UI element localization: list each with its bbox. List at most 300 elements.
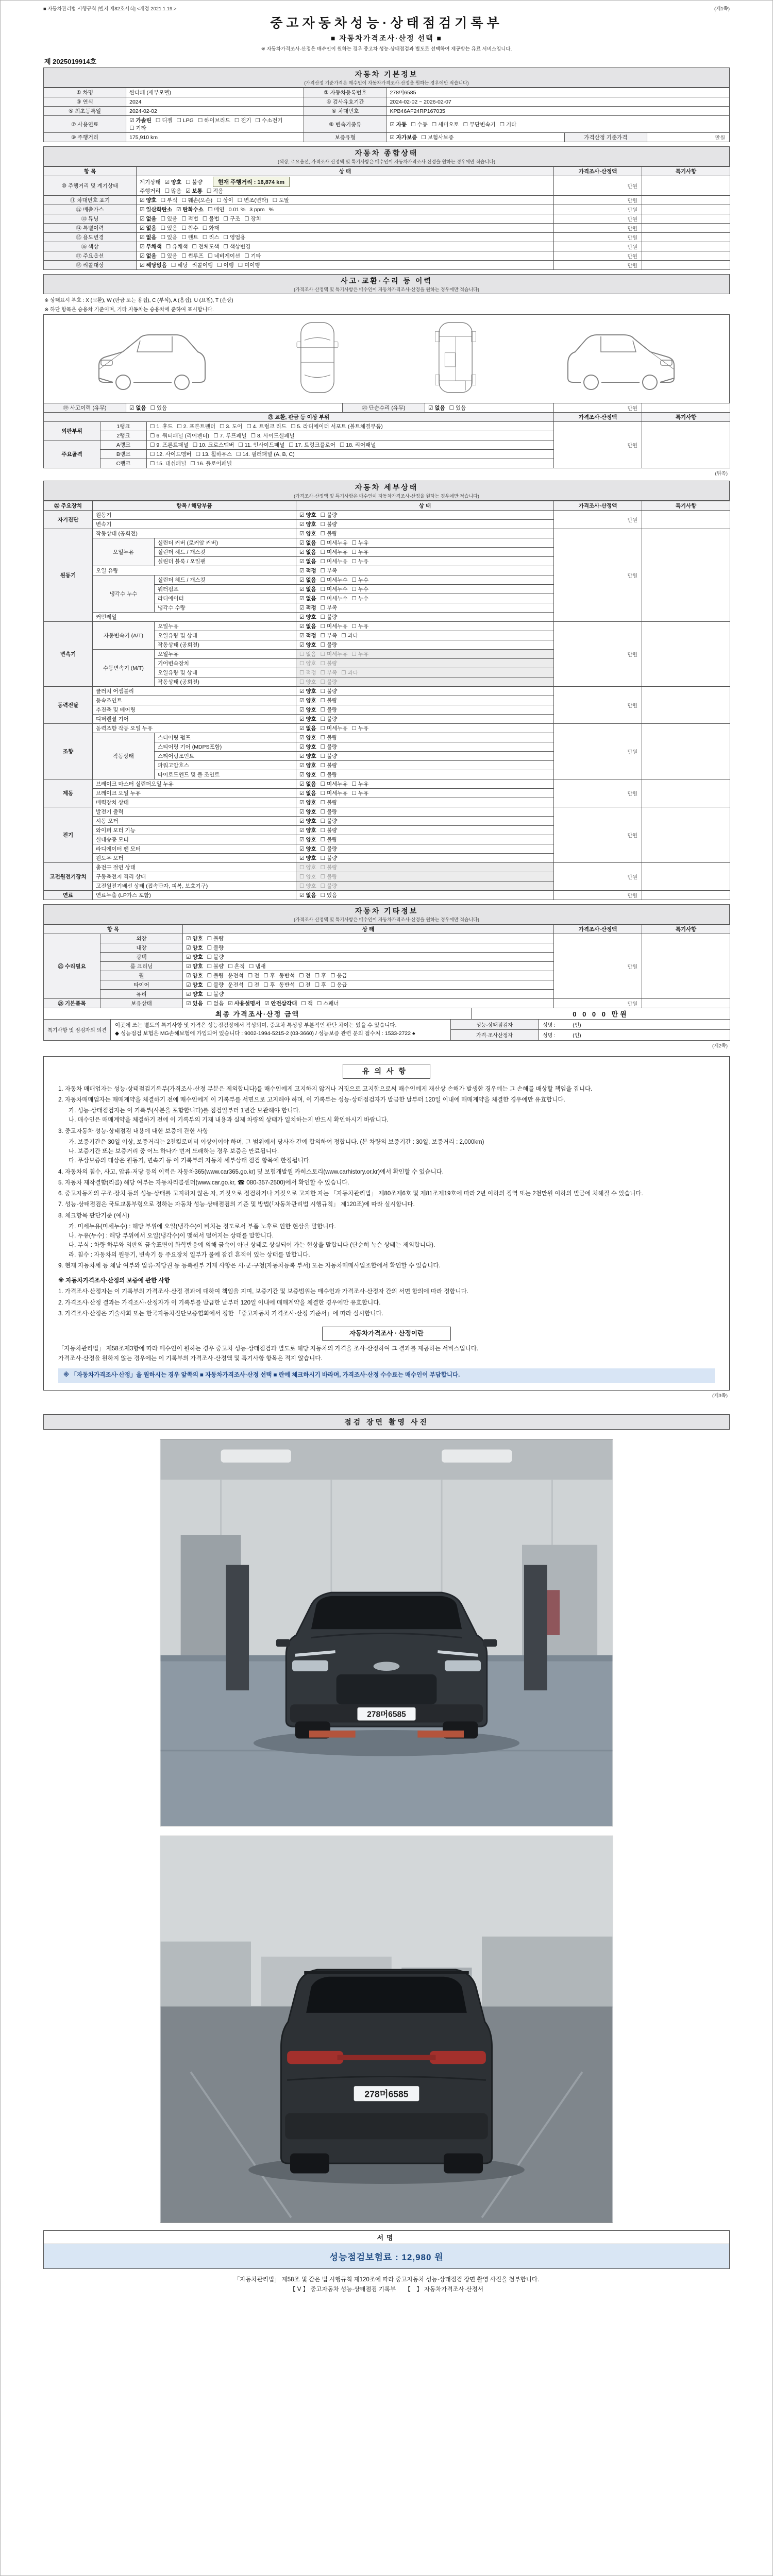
- document-number: 제 2025019914호: [44, 58, 97, 65]
- checkbox-unchecked[interactable]: ☐ 디젤: [155, 117, 173, 124]
- item-part: 작동상태 (공회전): [155, 640, 296, 650]
- group-price: 만원: [554, 863, 642, 891]
- checkbox-unchecked[interactable]: ☐ 미세누유: [320, 540, 348, 546]
- notice-item: 8. 체크항목 판단기준 (예시): [58, 1212, 129, 1219]
- checkbox-unchecked[interactable]: ☐ 16. 플로어패널: [190, 461, 232, 467]
- checkbox-checked[interactable]: ☑ 양호: [299, 688, 316, 694]
- checkbox-checked[interactable]: ☑ 양호: [299, 512, 316, 518]
- device-group: 동력전달: [44, 687, 93, 724]
- item-subgroup: 작동상태: [93, 733, 155, 779]
- checkbox-unchecked[interactable]: ☐ 스패너: [316, 1001, 339, 1007]
- checkbox-unchecked[interactable]: ☐ 누수: [351, 586, 369, 592]
- fuel-label: ⑦ 사용연료: [44, 116, 126, 133]
- checkbox-unchecked[interactable]: ☐ 양호: [299, 865, 316, 871]
- year-label: ③ 연식: [44, 97, 126, 107]
- row-price: 만원: [554, 205, 642, 214]
- checkbox-unchecked[interactable]: ☐ 불량: [320, 800, 338, 806]
- checkbox-unchecked[interactable]: ☐ 불량: [207, 963, 224, 970]
- item-part: 스티어링 기어 (MDPS포함): [155, 742, 296, 752]
- checkbox-unchecked[interactable]: ☐ 매연: [207, 207, 225, 213]
- row-status: [137, 251, 554, 261]
- checkbox-checked[interactable]: ☑ 없음: [129, 405, 146, 411]
- checkbox-unchecked[interactable]: ☐ 전: [247, 982, 260, 988]
- inspector-opinion-table: [43, 1019, 730, 1041]
- item-status: [296, 724, 554, 733]
- checkbox-unchecked[interactable]: ☐ 보험사보증: [421, 134, 454, 141]
- checkbox-unchecked[interactable]: ☐ 무단변속기: [463, 121, 496, 128]
- checkbox-unchecked[interactable]: ☐ 17. 트렁크플로어: [289, 442, 335, 448]
- item-status: [296, 575, 554, 585]
- checkbox-unchecked[interactable]: ☐ 불량: [320, 614, 338, 620]
- checkbox-checked[interactable]: ☑ 적정: [299, 568, 316, 574]
- checkbox-checked[interactable]: ☑ 없음: [299, 549, 316, 555]
- checkbox-unchecked[interactable]: ☐ 이행: [217, 262, 234, 268]
- panel-items: [147, 422, 554, 431]
- checkbox-checked[interactable]: ☑ 양호: [299, 846, 316, 852]
- checkbox-unchecked[interactable]: ☐ 불량: [186, 179, 203, 185]
- checkbox-checked[interactable]: ☑ 사용설명서: [228, 1001, 261, 1007]
- checkbox-unchecked[interactable]: ☐ 불량: [320, 744, 338, 750]
- notice-item: 5. 자동차 제작결함(리콜) 해당 여부는 자동차리콜센터(www.car.go.kr, ☎ 080-357-2500)에서 확인할 수 있습니다.: [58, 1179, 349, 1186]
- checkbox-checked[interactable]: ☑ 없음: [299, 540, 316, 546]
- checkbox-checked[interactable]: ☑ 양호: [299, 762, 316, 769]
- checkbox-unchecked[interactable]: ☐ 15. 대쉬패널: [150, 461, 187, 467]
- checkbox-unchecked[interactable]: ☐ 불량: [207, 982, 224, 988]
- checkbox-unchecked[interactable]: ☐ 불량: [207, 945, 224, 951]
- item-part: 스티어링조인트: [155, 752, 296, 761]
- checkbox-unchecked[interactable]: ☐ 부식: [160, 197, 178, 204]
- checkbox-unchecked[interactable]: ☐ 있음: [160, 234, 178, 241]
- checkbox-checked[interactable]: ☑ 일산화탄소: [140, 207, 173, 213]
- checkbox-unchecked[interactable]: ☐ 5. 라디에이터 서포트 (볼트체결부품): [290, 423, 383, 430]
- section-basic-title: 자동차 기본정보: [355, 70, 418, 78]
- checkbox-checked[interactable]: ☑ 양호: [299, 827, 316, 834]
- checkbox-checked[interactable]: ☑ 양호: [299, 707, 316, 713]
- misc-status: [183, 990, 554, 999]
- checkbox-unchecked[interactable]: ☐ 불량: [320, 531, 338, 537]
- row-price: 만원: [554, 176, 642, 196]
- checkbox-checked[interactable]: ☑ 양호: [299, 800, 316, 806]
- checkbox-unchecked[interactable]: ☐ 해당: [171, 262, 188, 268]
- checkbox-unchecked[interactable]: ☐ 수소전기: [255, 117, 283, 124]
- accident-summary-table: [43, 403, 730, 413]
- checkbox-checked[interactable]: ☑ 보통: [186, 188, 203, 194]
- detail-header-price: 가격조사·산정액: [554, 501, 642, 511]
- checkbox-unchecked[interactable]: ☐ 전기: [234, 117, 251, 124]
- checkbox-unchecked[interactable]: ☐ 변조(변타): [237, 197, 268, 204]
- checkbox-checked[interactable]: ☑ 적정: [299, 633, 316, 639]
- first-registration-label: ⑤ 최초등록일: [44, 107, 126, 116]
- checkbox-unchecked[interactable]: ☐ 불량: [320, 837, 338, 843]
- checkbox-unchecked[interactable]: ☐ 1. 후드: [150, 423, 173, 430]
- checkbox-checked[interactable]: ☑ 양호: [299, 735, 316, 741]
- checkbox-unchecked[interactable]: ☐ 흔적: [228, 963, 245, 970]
- checkbox-checked[interactable]: ☑ 없음: [140, 253, 157, 259]
- price-base-value: 만원: [647, 133, 729, 142]
- checkbox-unchecked[interactable]: ☐ 불량: [320, 818, 338, 824]
- checkbox-unchecked[interactable]: ☐ 미세누유: [320, 549, 348, 555]
- checkbox-unchecked[interactable]: ☐ 불량: [207, 973, 224, 979]
- car-diagram-underside-icon: [422, 319, 489, 399]
- detail-condition-table: [43, 501, 730, 900]
- item-status: [296, 677, 554, 687]
- checkbox-unchecked[interactable]: ☐ 불량: [320, 762, 338, 769]
- checkbox-unchecked[interactable]: ☐ 불량: [320, 865, 338, 871]
- checkbox-unchecked[interactable]: ☐ 기타: [244, 253, 261, 259]
- price-appraisal-highlight: ※ 「자동차가격조사·산정」을 원하시는 경우 앞쪽의 ■ 자동차가격조사·산정 선택 ■ 란에 체크하시기 바라며, 가격조사·산정 수수료는 매수인이 부담합니다.: [58, 1368, 715, 1382]
- panel-note-header: 특기사항: [642, 413, 730, 422]
- group-note: [642, 891, 730, 900]
- checkbox-unchecked[interactable]: ☐ 적정: [299, 670, 316, 676]
- notice-title: 유의사항: [343, 1064, 430, 1079]
- table-header-row: [44, 413, 730, 422]
- checkbox-unchecked[interactable]: ☐ 미세누유: [320, 651, 348, 657]
- checkbox-checked[interactable]: ☑ 양호: [140, 197, 157, 204]
- checkbox-checked[interactable]: ☑ 없음: [299, 558, 316, 565]
- checkbox-unchecked[interactable]: ☐ 불량: [320, 707, 338, 713]
- checkbox-checked[interactable]: ☑ 없음: [299, 577, 316, 583]
- checkbox-unchecked[interactable]: ☐ 불량: [207, 936, 224, 942]
- checkbox-checked[interactable]: ☑ 안전삼각대: [264, 1001, 297, 1007]
- checkbox-unchecked[interactable]: ☐ 없음: [207, 1001, 224, 1007]
- checkbox-checked[interactable]: ☑ 없음: [299, 725, 316, 732]
- checkbox-unchecked[interactable]: ☐ 냄새: [248, 963, 266, 970]
- checkbox-checked[interactable]: ☑ 양호: [299, 531, 316, 537]
- checkbox-checked[interactable]: ☑ 양호: [186, 954, 203, 960]
- checkbox-unchecked[interactable]: ☐ 전: [299, 973, 311, 979]
- checkbox-checked[interactable]: ☑ 자가보증: [390, 134, 417, 141]
- checkbox-unchecked[interactable]: ☐ 후: [314, 973, 327, 979]
- final-price-label: 최종 가격조사·산정 금액: [44, 1008, 472, 1020]
- group-note: [642, 807, 730, 863]
- checkbox-unchecked[interactable]: ☐ 부족: [320, 568, 338, 574]
- item-part: 오일누유: [155, 622, 296, 631]
- checkbox-unchecked[interactable]: ☐ 썬루프: [181, 253, 204, 259]
- overall-row: [44, 224, 730, 233]
- item-status: [296, 529, 554, 538]
- checkbox-unchecked[interactable]: ☐ 있음: [160, 253, 178, 259]
- checkbox-unchecked[interactable]: ☐ 10. 크로스멤버: [192, 442, 234, 448]
- checkbox-unchecked[interactable]: ☐ 응급: [330, 982, 347, 988]
- checkbox-unchecked[interactable]: ☐ 누수: [351, 577, 369, 583]
- item-subgroup: 수동변속기 (M/T): [93, 650, 155, 687]
- checkbox-unchecked[interactable]: ☐ 불량: [320, 846, 338, 852]
- checkbox-unchecked[interactable]: ☐ 적법: [181, 216, 198, 222]
- checkbox-unchecked[interactable]: ☐ 누유: [351, 558, 369, 565]
- section-accident-note: (가격조사·산정액 및 특기사항은 매수인이 자동차가격조사·산정을 원하는 경우에만 적습니다): [294, 287, 479, 292]
- misc-status: [183, 980, 554, 990]
- checkbox-unchecked[interactable]: ☐ 세미오토: [431, 121, 459, 128]
- checkbox-unchecked[interactable]: ☐ 미이행: [238, 262, 260, 268]
- checkbox-unchecked[interactable]: ☐ 전: [299, 982, 311, 988]
- item-status: [296, 891, 554, 900]
- misc-status: [183, 934, 554, 943]
- checkbox-unchecked[interactable]: ☐ 후: [263, 982, 275, 988]
- checkbox-checked[interactable]: ☑ 자동: [390, 121, 407, 128]
- row-status: [137, 214, 554, 224]
- panel-rank: 1랭크: [100, 422, 147, 431]
- footer: [43, 2275, 730, 2295]
- highlight-value: 현재 주행거리 : 16,874 km: [213, 177, 290, 187]
- overall-header-price: 가격조사·산정액: [554, 167, 642, 176]
- mileage-value: 175,910 km: [126, 133, 304, 142]
- checkbox-unchecked[interactable]: ☐ 누유: [351, 549, 369, 555]
- table-row: [44, 403, 730, 413]
- checkbox-unchecked[interactable]: ☐ 있음: [449, 405, 466, 411]
- item-status: [296, 640, 554, 650]
- item-part: 워터펌프: [155, 585, 296, 594]
- checkbox-checked[interactable]: ☑ 양호: [186, 945, 203, 951]
- group-price: 만원: [554, 687, 642, 724]
- checkbox-unchecked[interactable]: ☐ 영업용: [223, 234, 246, 241]
- device-group: 자기진단: [44, 511, 93, 529]
- checkbox-unchecked[interactable]: ☐ 색상변경: [223, 244, 251, 250]
- row-price: 만원: [554, 196, 642, 205]
- checkbox-unchecked[interactable]: ☐ 불량: [320, 679, 338, 685]
- checkbox-unchecked[interactable]: ☐ 부족: [320, 670, 338, 676]
- inline-label: 0.01 %: [228, 207, 246, 213]
- item-status: [296, 687, 554, 696]
- checkbox-unchecked[interactable]: ☐ 후: [314, 982, 327, 988]
- checkbox-unchecked[interactable]: ☐ 불량: [320, 716, 338, 722]
- checkbox-unchecked[interactable]: ☐ 전: [247, 973, 260, 979]
- checkbox-checked[interactable]: ☑ 양호: [299, 716, 316, 722]
- checkbox-checked[interactable]: ☑ 양호: [299, 642, 316, 648]
- inspection-photo-rear: [160, 1836, 613, 2223]
- group-note: [642, 529, 730, 622]
- accident-note: [642, 403, 730, 413]
- checkbox-checked[interactable]: ☑ 양호: [186, 963, 203, 970]
- checkbox-unchecked[interactable]: ☐ 불량: [207, 991, 224, 997]
- checkbox-unchecked[interactable]: ☐ 미세누수: [320, 577, 348, 583]
- checkbox-unchecked[interactable]: ☐ 불량: [320, 772, 338, 778]
- checkbox-checked[interactable]: ☑ 없음: [140, 225, 157, 231]
- checkbox-unchecked[interactable]: ☐ 누유: [351, 540, 369, 546]
- section-misc-info: [43, 904, 730, 1049]
- checkbox-unchecked[interactable]: ☐ 3. 도어: [220, 423, 243, 430]
- checkbox-unchecked[interactable]: ☐ 불량: [320, 688, 338, 694]
- checkbox-unchecked[interactable]: ☐ 불량: [320, 660, 338, 667]
- checkbox-unchecked[interactable]: ☐ 과다: [341, 670, 358, 676]
- section-basic-header: [43, 67, 730, 88]
- checkbox-unchecked[interactable]: ☐ 적음: [206, 188, 224, 194]
- checkbox-unchecked[interactable]: ☐ 14. 필러패널 (A, B, C): [236, 451, 295, 457]
- item-part: 등속조인트: [93, 696, 296, 705]
- accident-price: 만원: [554, 403, 642, 413]
- checkbox-unchecked[interactable]: ☐ 불량: [207, 954, 224, 960]
- checkbox-checked[interactable]: ☑ 적정: [299, 605, 316, 611]
- checkbox-unchecked[interactable]: ☐ 미세누유: [320, 725, 348, 732]
- checkbox-unchecked[interactable]: ☐ 훼손(오손): [181, 197, 213, 204]
- checkbox-unchecked[interactable]: ☐ 응급: [330, 973, 347, 979]
- checkbox-checked[interactable]: ☑ 양호: [299, 855, 316, 861]
- checkbox-unchecked[interactable]: ☐ 양호: [299, 883, 316, 889]
- checkbox-unchecked[interactable]: ☐ 2. 프론트펜더: [177, 423, 216, 430]
- row-price: 만원: [554, 214, 642, 224]
- checkbox-unchecked[interactable]: ☐ 과다: [341, 633, 358, 639]
- checkbox-unchecked[interactable]: ☐ 있음: [160, 225, 178, 231]
- checkbox-checked[interactable]: ☑ 해당없음: [140, 262, 167, 268]
- checkbox-unchecked[interactable]: ☐ 리스: [202, 234, 220, 241]
- checkbox-unchecked[interactable]: ☐ 미세누유: [320, 781, 348, 787]
- checkbox-unchecked[interactable]: ☐ LPG: [176, 117, 194, 124]
- checkbox-unchecked[interactable]: ☐ 불량: [320, 874, 338, 880]
- checkbox-unchecked[interactable]: ☐ 많음: [164, 188, 182, 194]
- checkbox-unchecked[interactable]: ☐ 9. 프론트패널: [150, 442, 189, 448]
- checkbox-unchecked[interactable]: ☐ 불량: [320, 735, 338, 741]
- group-note: [642, 622, 730, 687]
- checkbox-unchecked[interactable]: ☐ 불량: [320, 698, 338, 704]
- checkbox-unchecked[interactable]: ☐ 구조: [223, 216, 241, 222]
- notice-item: 7. 성능·상태점검은 국토교통부령으로 정하는 자동차 성능·상태점검의 기준 및 방법(「자동차관리법 시행규칙」 제120조)에 따라 실시합니다.: [58, 1201, 415, 1208]
- checkbox-unchecked[interactable]: ☐ 있음: [150, 405, 167, 411]
- car-diagram-rear-icon: [560, 319, 683, 399]
- checkbox-unchecked[interactable]: ☐ 누수: [351, 596, 369, 602]
- checkbox-unchecked[interactable]: ☐ 수동: [411, 121, 428, 128]
- checkbox-unchecked[interactable]: ☐ 미세누수: [320, 596, 348, 602]
- checkbox-unchecked[interactable]: ☐ 잭: [301, 1001, 313, 1007]
- checkbox-unchecked[interactable]: ☐ 8. 사이드실패널: [250, 433, 295, 439]
- checkbox-checked[interactable]: ☑ 양호: [186, 973, 203, 979]
- checkbox-checked[interactable]: ☑ 없음: [299, 781, 316, 787]
- checkbox-checked[interactable]: ☑ 양호: [299, 698, 316, 704]
- checkbox-unchecked[interactable]: ☐ 양호: [299, 679, 316, 685]
- checkbox-unchecked[interactable]: ☐ 불량: [320, 883, 338, 889]
- item-status: [296, 538, 554, 548]
- checkbox-checked[interactable]: ☑ 양호: [186, 991, 203, 997]
- accident-history-options: [126, 403, 343, 413]
- checkbox-checked[interactable]: ☑ 양호: [299, 753, 316, 759]
- checkbox-unchecked[interactable]: ☐ 유채색: [165, 244, 188, 250]
- row-status: [137, 261, 554, 270]
- checkbox-unchecked[interactable]: ☐ 침수: [181, 225, 198, 231]
- checkbox-unchecked[interactable]: ☐ 미세누수: [320, 586, 348, 592]
- checkbox-unchecked[interactable]: ☐ 도말: [272, 197, 290, 204]
- checkbox-unchecked[interactable]: ☐ 누유: [351, 623, 369, 630]
- checkbox-checked[interactable]: ☑ 양호: [186, 982, 203, 988]
- checkbox-unchecked[interactable]: ☐ 전체도색: [192, 244, 220, 250]
- misc-status: [183, 962, 554, 971]
- checkbox-checked[interactable]: ☑ 양호: [299, 521, 316, 528]
- panel-items: [147, 459, 554, 468]
- checkbox-unchecked[interactable]: ☐ 기타: [499, 121, 517, 128]
- checkbox-unchecked[interactable]: ☐ 7. 루프패널: [213, 433, 247, 439]
- misc-part: 광택: [100, 953, 183, 962]
- checkbox-unchecked[interactable]: ☐ 기타: [129, 125, 146, 131]
- checkbox-unchecked[interactable]: ☐ 부족: [320, 605, 338, 611]
- detail-row: [44, 863, 730, 872]
- checkbox-unchecked[interactable]: ☐ 11. 인사이드패널: [238, 442, 285, 448]
- section-misc-title: 자동차 기타정보: [355, 907, 418, 915]
- notice-item: 3. 가격조사·산정은 기술사회 또는 한국자동차진단보증협회에서 정한 「중고자동차 가격조사·산정 기준서」에 따라 실시합니다.: [58, 1310, 383, 1317]
- checkbox-unchecked[interactable]: ☐ 누유: [351, 781, 369, 787]
- item-part: 윈도우 모터: [93, 854, 296, 863]
- checkbox-unchecked[interactable]: ☐ 양호: [299, 660, 316, 667]
- checkbox-checked[interactable]: ☑ 없음: [428, 405, 445, 411]
- checkbox-unchecked[interactable]: ☐ 없음: [299, 651, 316, 657]
- checkbox-unchecked[interactable]: ☐ 있음: [160, 216, 178, 222]
- checkbox-unchecked[interactable]: ☐ 12. 사이드멤버: [150, 451, 192, 457]
- checkbox-unchecked[interactable]: ☐ 불량: [320, 809, 338, 815]
- checkbox-checked[interactable]: ☑ 탄화수소: [176, 207, 204, 213]
- section-detail-note: (가격조사·산정액 및 특기사항은 매수인이 자동차가격조사·산정을 원하는 경우에만 적습니다): [294, 494, 479, 499]
- checkbox-checked[interactable]: ☑ 없음: [140, 234, 157, 241]
- checkbox-unchecked[interactable]: ☐ 있음: [320, 892, 338, 899]
- checkbox-unchecked[interactable]: ☐ 6. 쿼터패널 (리어펜더): [150, 433, 210, 439]
- price-base-label: 가격산정 기준가격: [564, 133, 647, 142]
- checkbox-checked[interactable]: ☑ 가솔린: [129, 117, 152, 124]
- item-status: [296, 835, 554, 844]
- checkbox-unchecked[interactable]: ☐ 미세누유: [320, 558, 348, 565]
- checkbox-checked[interactable]: ☑ 있음: [186, 1001, 203, 1007]
- checkbox-unchecked[interactable]: ☐ 누유: [351, 790, 369, 796]
- checkbox-unchecked[interactable]: ☐ 4. 트렁크 리드: [246, 423, 287, 430]
- checkbox-unchecked[interactable]: ☐ 불량: [320, 521, 338, 528]
- checkbox-unchecked[interactable]: ☐ 누유: [351, 725, 369, 732]
- panel-items: [147, 450, 554, 459]
- checkbox-checked[interactable]: ☑ 양호: [299, 837, 316, 843]
- checkbox-checked[interactable]: ☑ 없음: [299, 586, 316, 592]
- checkbox-unchecked[interactable]: ☐ 장치: [244, 216, 261, 222]
- item-part: 구동축전지 격리 상태: [93, 872, 296, 882]
- table-header-row: [44, 167, 730, 176]
- checkbox-checked[interactable]: ☑ 없음: [299, 790, 316, 796]
- checkbox-checked[interactable]: ☑ 양호: [299, 614, 316, 620]
- price-appraisal-line: 가격조사·산정을 원하지 않는 경우에는 이 기록부의 가격조사·산정액 및 특기사항 항목은 적지 않습니다.: [58, 1355, 323, 1362]
- group-price: 만원: [554, 807, 642, 863]
- group-price: 만원: [554, 622, 642, 687]
- document-title: 중고자동차성능·상태점검기록부: [270, 16, 503, 30]
- checkbox-unchecked[interactable]: ☐ 미세누유: [320, 623, 348, 630]
- checkbox-checked[interactable]: ☑ 양호: [186, 936, 203, 942]
- checkbox-unchecked[interactable]: ☐ 렌트: [181, 234, 198, 241]
- checkbox-unchecked[interactable]: ☐ 불량: [320, 827, 338, 834]
- checkbox-checked[interactable]: ☑ 양호: [164, 179, 182, 185]
- simple-repair-options: [425, 403, 554, 413]
- item-status: [296, 854, 554, 863]
- section-overall-note: (색상, 주요옵션, 가격조사·산정액 및 특기사항은 매수인이 자동차가격조사·산정을 원하는 경우에만 적습니다): [277, 159, 496, 164]
- checkbox-unchecked[interactable]: ☐ 미세누유: [320, 790, 348, 796]
- checkbox-unchecked[interactable]: ☐ 13. 휠하우스: [195, 451, 232, 457]
- checkbox-checked[interactable]: ☑ 양호: [299, 772, 316, 778]
- checkbox-unchecked[interactable]: ☐ 양호: [299, 874, 316, 880]
- checkbox-unchecked[interactable]: ☐ 불법: [202, 216, 220, 222]
- checkbox-checked[interactable]: ☑ 없음: [140, 216, 157, 222]
- checkbox-checked[interactable]: ☑ 없음: [299, 596, 316, 602]
- checkbox-unchecked[interactable]: ☐ 하이브리드: [197, 117, 230, 124]
- checkbox-unchecked[interactable]: ☐ 화재: [202, 225, 220, 231]
- checkbox-unchecked[interactable]: ☐ 불량: [320, 855, 338, 861]
- checkbox-unchecked[interactable]: ☐ 누유: [351, 651, 369, 657]
- checkbox-unchecked[interactable]: ☐ 불량: [320, 753, 338, 759]
- checkbox-unchecked[interactable]: ☐ 부족: [320, 633, 338, 639]
- checkbox-checked[interactable]: ☑ 무채색: [140, 244, 162, 250]
- checkbox-checked[interactable]: ☑ 없음: [299, 623, 316, 630]
- checkbox-checked[interactable]: ☑ 없음: [299, 892, 316, 899]
- checkbox-unchecked[interactable]: ☐ 불량: [320, 642, 338, 648]
- checkbox-unchecked[interactable]: ☐ 상이: [216, 197, 233, 204]
- checkbox-unchecked[interactable]: ☐ 네비게이션: [208, 253, 241, 259]
- group-note: [642, 779, 730, 807]
- checkbox-checked[interactable]: ☑ 양호: [299, 818, 316, 824]
- checkbox-unchecked[interactable]: ☐ 불량: [320, 512, 338, 518]
- checkbox-checked[interactable]: ☑ 양호: [299, 744, 316, 750]
- checkbox-unchecked[interactable]: ☐ 후: [263, 973, 275, 979]
- checkbox-checked[interactable]: ☑ 양호: [299, 809, 316, 815]
- checkbox-unchecked[interactable]: ☐ 18. 리어패널: [339, 442, 376, 448]
- price-appraisal-line: 「자동차관리법」 제58조제3항에 따라 매수인이 원하는 경우 중고차 성능·상태점검과 별도로 해당 자동차의 가격을 조사·산정하여 그 결과를 제공하는 서비스입니다.: [58, 1345, 479, 1352]
- table-row: [44, 1008, 730, 1020]
